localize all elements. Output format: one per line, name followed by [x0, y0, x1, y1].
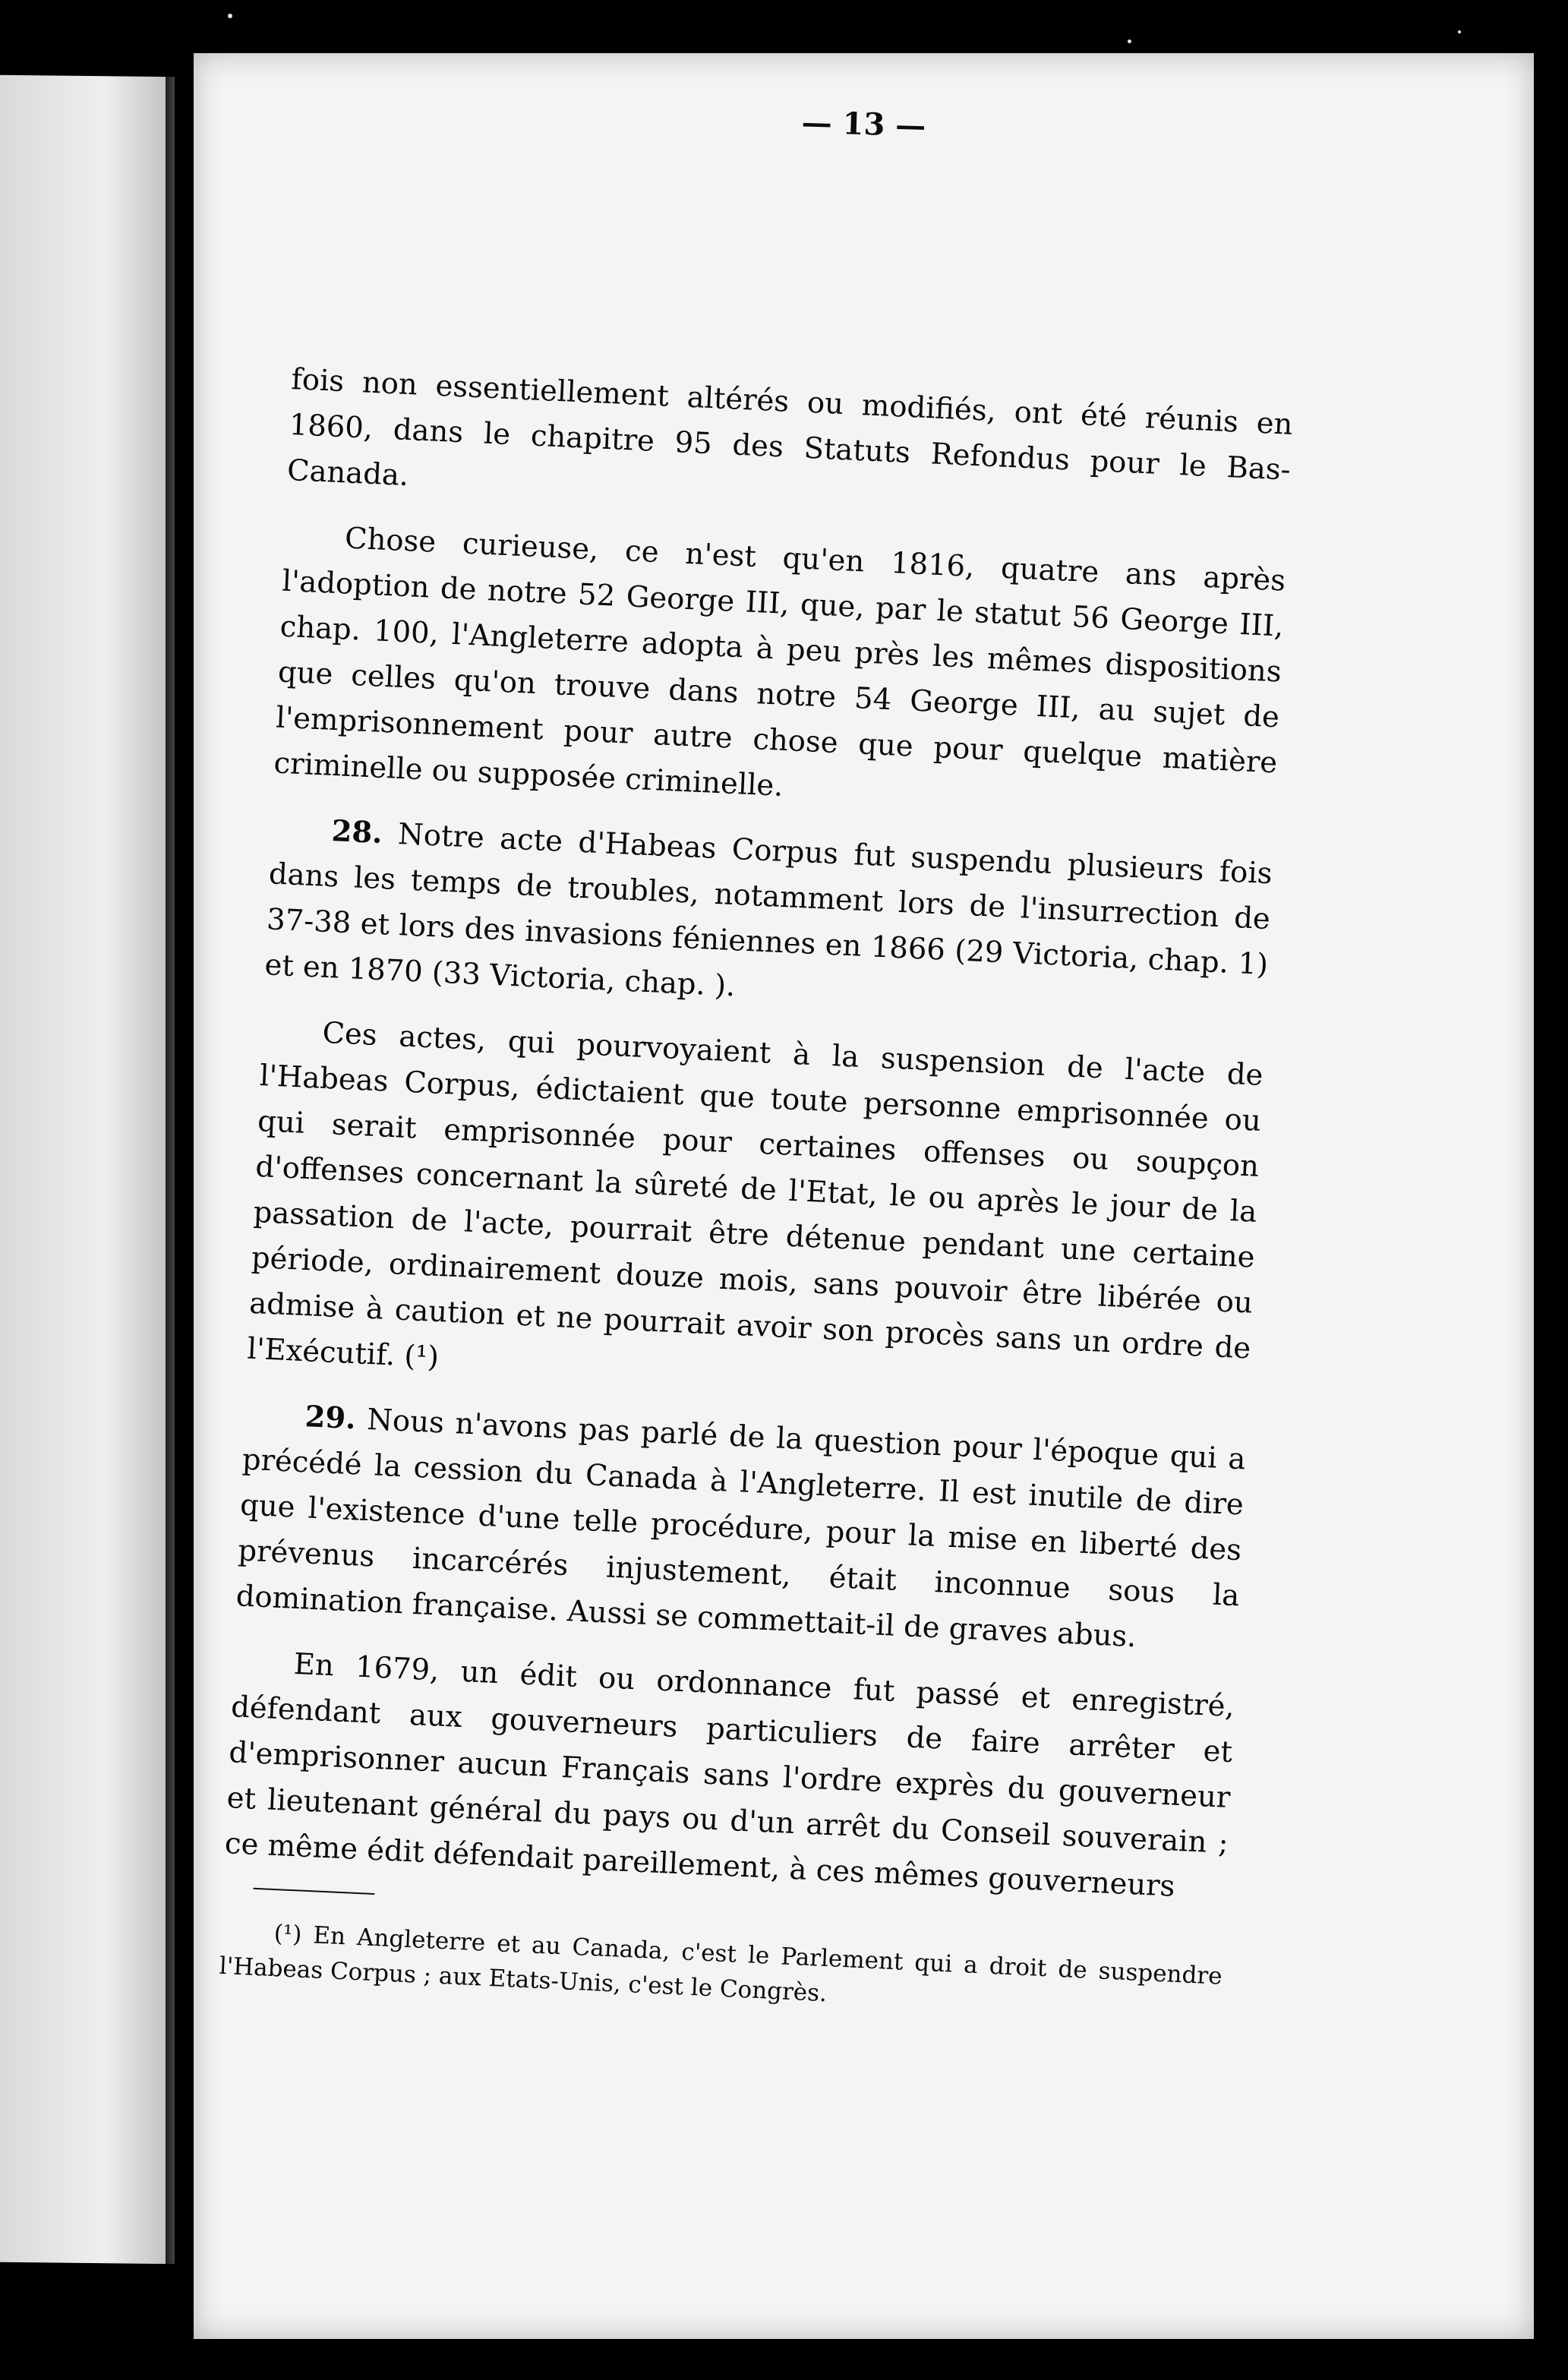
paragraph-text: Notre acte d'Habeas Corpus fut suspendu plusieurs fois dans les temps de troubles, notamment lors de l'insurrection de 37-38 et lors des invasions féniennes en 1866 (29 Victoria, chap. 1) et en 1870 (33 Victoria, chap. ).: [263, 816, 1273, 1004]
paragraph-text: Nous n'avons pas parlé de la question pour l'époque qui a précédé la cession du Canada à l'Angleterre. Il est inutile de dire que l'existence d'une telle procédure, pour la mise en liberté des prévenus incarcérés injustement, était inconnue sous la domination française. Aussi se commettait-il de graves abus.: [235, 1402, 1247, 1655]
dust-speck: [228, 14, 232, 18]
paragraph: Ces actes, qui pourvoyaient à la suspension de l'acte de l'Habeas Corpus, édictaient que toute personne emprisonnée ou qui serait emprisonnée pour certaines offenses ou soupçon d'offenses concernant la sûreté de l'Etat, le ou après le jour de la passation de l'acte, pourrait être détenue pendant une certaine période, ordinairement douze mois, sans pouvoir être libérée ou admise à caution et ne pourrait avoir son procès sans un ordre de l'Exécutif. (¹): [246, 1015, 1264, 1375]
paragraph-29: [235, 1392, 1247, 1665]
book-page: [194, 53, 1534, 2339]
footnote-rule: [253, 1888, 374, 1895]
paragraph-28: [263, 806, 1273, 1034]
facing-page-edge: [0, 75, 175, 2264]
gutter-shadow: [166, 68, 196, 2271]
section-number: 28.: [330, 814, 383, 851]
paragraph: En 1679, un édit ou ordonnance fut passé et enregistré, défendant aux gouverneurs particuliers de faire arrêter et d'emprisonner aucun Français sans l'ordre exprès du gouverneur et lieutenant général du pays ou d'un arrêt du Conseil souverain ; ce même édit défendait pareillement, à ces mêmes gouverneurs: [224, 1646, 1235, 1904]
page-number: — 13 —: [801, 104, 926, 144]
paragraph-continuation: fois non essentiellement altérés ou modifiés, ont été réunis en 1860, dans le chapitre 95 des Statuts Refondus pour le Bas-Canada.: [286, 361, 1294, 494]
body-text: [218, 357, 1294, 2049]
dust-speck: [1458, 30, 1461, 33]
section-number: 29.: [304, 1400, 357, 1437]
paragraph: Chose curieuse, ce n'est qu'en 1816, quatre ans après l'adoption de notre 52 George III, que, par le statut 56 George III, chap. 100, l'Angleterre adopta à peu près les mêmes dispositions que celles qu'on trouve dans notre 54 George III, au sujet de l'emprisonnement pour autre chose que pour quelque matière criminelle ou supposée criminelle.: [273, 521, 1286, 803]
footnote: (¹) En Angleterre et au Canada, c'est le Parlement qui a droit de suspendre l'Habeas Corpus ; aux Etats-Unis, c'est le Congrès.: [218, 1920, 1223, 2008]
dust-speck: [1128, 39, 1131, 43]
